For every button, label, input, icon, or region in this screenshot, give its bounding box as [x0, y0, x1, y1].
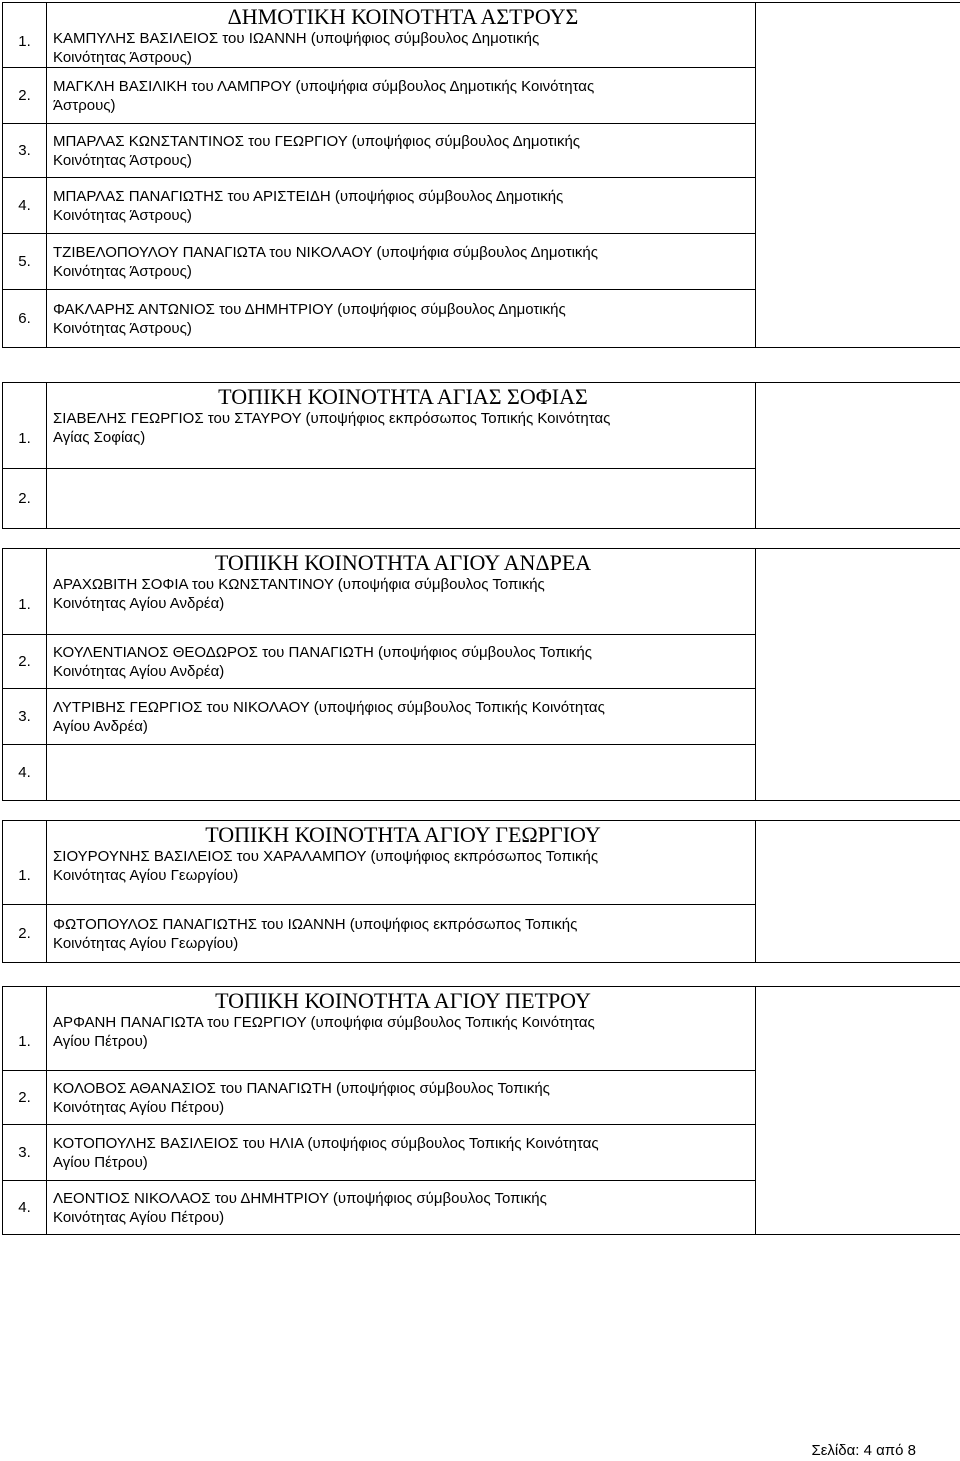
candidate-line2: Κοινότητας Αγίου Γεωργίου) — [53, 867, 239, 884]
candidate-line2: Αγίου Πέτρου) — [53, 1153, 148, 1171]
row-number: 2. — [3, 1071, 47, 1125]
candidate-line1: ΚΟΤΟΠΟΥΛΗΣ ΒΑΣΙΛΕΙΟΣ του ΗΛΙΑ (υποψήφιος σύμβουλος Τοπικής Κοινότητας — [53, 1134, 599, 1152]
extra-column — [756, 987, 960, 1235]
candidate-line1: ΦΑΚΛΑΡΗΣ ΑΝΤΩΝΙΟΣ του ΔΗΜΗΤΡΙΟΥ (υποψήφιος σύμβουλος Δημοτικής — [53, 300, 566, 318]
candidate-line2: Κοινότητας Αγίου Πέτρου) — [53, 1208, 225, 1226]
candidate-entry — [47, 68, 756, 124]
candidate-entry — [47, 905, 756, 963]
row-number: 5. — [3, 234, 47, 290]
row-number: 1. — [3, 987, 47, 1071]
row-number: 3. — [3, 124, 47, 178]
row-number: 4. — [3, 745, 47, 801]
candidate-line1: ΚΟΛΟΒΟΣ ΑΘΑΝΑΣΙΟΣ του ΠΑΝΑΓΙΩΤΗ (υποψήφιος σύμβουλος Τοπικής — [53, 1079, 550, 1097]
candidate-entry — [47, 124, 756, 178]
candidate-entry — [47, 290, 756, 348]
candidate-entry — [47, 1181, 756, 1235]
candidate-entry — [47, 987, 756, 1071]
candidate-line2: Αγίου Πέτρου) — [53, 1033, 148, 1050]
section-heading: ΤΟΠΙΚΗ ΚΟΙΝΟΤΗΤΑ ΑΓΙΟΥ ΑΝΔΡΕΑ — [214, 550, 592, 575]
section-heading: ΔΗΜΟΤΙΚΗ ΚΟΙΝΟΤΗΤΑ ΑΣΤΡΟΥΣ — [227, 4, 579, 29]
candidate-entry — [47, 1071, 756, 1125]
section-agios-andreas — [2, 548, 960, 801]
candidate-line1: ΦΩΤΟΠΟΥΛΟΣ ΠΑΝΑΓΙΩΤΗΣ του ΙΩΑΝΝΗ (υποψήφιος εκπρόσωπος Τοπικής — [53, 915, 578, 933]
row-number: 6. — [3, 290, 47, 348]
candidate-entry — [47, 549, 756, 635]
candidate-entry — [47, 178, 756, 234]
candidate-line2: Κοινότητας Άστρους) — [53, 49, 192, 66]
candidate-line1: ΤΖΙΒΕΛΟΠΟΥΛΟΥ ΠΑΝΑΓΙΩΤΑ του ΝΙΚΟΛΑΟΥ (υποψήφια σύμβουλος Δημοτικής — [53, 243, 598, 261]
candidate-entry — [47, 635, 756, 689]
section-agia-sofia — [2, 382, 960, 529]
row-number: 2. — [3, 905, 47, 963]
candidate-line1: ΣΙΟΥΡΟΥΝΗΣ ΒΑΣΙΛΕΙΟΣ του ΧΑΡΑΛΑΜΠΟΥ (υποψήφιος εκπρόσωπος Τοπικής — [53, 848, 599, 865]
candidate-entry — [47, 234, 756, 290]
candidate-entry — [47, 689, 756, 745]
row-number: 2. — [3, 635, 47, 689]
section-heading: ΤΟΠΙΚΗ ΚΟΙΝΟΤΗΤΑ ΑΓΙΟΥ ΓΕΩΡΓΙΟΥ — [205, 822, 601, 847]
row-number: 2. — [3, 469, 47, 529]
candidate-line2: Κοινότητας Αγίου Πέτρου) — [53, 1098, 225, 1116]
row-number: 1. — [3, 821, 47, 905]
candidate-line1: ΜΠΑΡΛΑΣ ΚΩΝΣΤΑΝΤΙΝΟΣ του ΓΕΩΡΓΙΟΥ (υποψήφιος σύμβουλος Δημοτικής — [53, 132, 581, 150]
section-heading: ΤΟΠΙΚΗ ΚΟΙΝΟΤΗΤΑ ΑΓΙΟΥ ΠΕΤΡΟΥ — [215, 988, 591, 1013]
extra-column — [756, 821, 960, 963]
candidate-entry — [47, 1125, 756, 1181]
extra-column — [756, 549, 960, 801]
section-astros — [2, 2, 960, 348]
row-number: 4. — [3, 1181, 47, 1235]
candidate-entry-empty — [47, 745, 756, 801]
candidate-line2: Κοινότητας Άστρους) — [53, 262, 192, 280]
candidate-line1: ΛΥΤΡΙΒΗΣ ΓΕΩΡΓΙΟΣ του ΝΙΚΟΛΑΟΥ (υποψήφιος σύμβουλος Τοπικής Κοινότητας — [53, 698, 605, 716]
candidate-line2: Κοινότητας Αγίου Ανδρέα) — [53, 662, 225, 680]
candidate-entry-empty — [47, 469, 756, 529]
candidate-line1: ΑΡΑΧΩΒΙΤΗ ΣΟΦΙΑ του ΚΩΝΣΤΑΝΤΙΝΟΥ (υποψήφια σύμβουλος Τοπικής — [53, 576, 545, 593]
candidate-line2: Αγίου Ανδρέα) — [53, 717, 148, 735]
candidate-line2: Κοινότητας Άστρους) — [53, 319, 192, 337]
candidate-line2: Αγίας Σοφίας) — [53, 429, 146, 446]
candidate-entry — [47, 383, 756, 469]
row-number: 1. — [3, 383, 47, 469]
section-heading: ΤΟΠΙΚΗ ΚΟΙΝΟΤΗΤΑ ΑΓΙΑΣ ΣΟΦΙΑΣ — [218, 384, 588, 409]
row-number: 3. — [3, 1125, 47, 1181]
candidate-line1: ΜΠΑΡΛΑΣ ΠΑΝΑΓΙΩΤΗΣ του ΑΡΙΣΤΕΙΔΗ (υποψήφιος σύμβουλος Δημοτικής — [53, 187, 564, 205]
candidate-line1: ΣΙΑΒΕΛΗΣ ΓΕΩΡΓΙΟΣ του ΣΤΑΥΡΟΥ (υποψήφιος εκπρόσωπος Τοπικής Κοινότητας — [53, 410, 611, 427]
candidate-line1: ΜΑΓΚΛΗ ΒΑΣΙΛΙΚΗ του ΛΑΜΠΡΟΥ (υποψήφια σύμβουλος Δημοτικής Κοινότητας — [53, 77, 595, 95]
candidate-entry — [47, 821, 756, 905]
candidate-line2: Κοινότητας Άστρους) — [53, 206, 192, 224]
row-number: 2. — [3, 68, 47, 124]
row-number: 4. — [3, 178, 47, 234]
row-number: 1. — [3, 3, 47, 68]
row-number: 1. — [3, 549, 47, 635]
candidate-line2: Άστρους) — [53, 96, 116, 114]
candidate-line1: ΑΡΦΑΝΗ ΠΑΝΑΓΙΩΤΑ του ΓΕΩΡΓΙΟΥ (υποψήφια σύμβουλος Τοπικής Κοινότητας — [53, 1014, 595, 1031]
row-number: 3. — [3, 689, 47, 745]
candidate-line1: ΚΟΥΛΕΝΤΙΑΝΟΣ ΘΕΟΔΩΡΟΣ του ΠΑΝΑΓΙΩΤΗ (υποψήφιος σύμβουλος Τοπικής — [53, 643, 592, 661]
section-agios-georgios — [2, 820, 960, 963]
candidate-line2: Κοινότητας Αγίου Γεωργίου) — [53, 934, 239, 952]
candidate-line2: Κοινότητας Αγίου Ανδρέα) — [53, 595, 225, 612]
candidate-line1: ΚΑΜΠΥΛΗΣ ΒΑΣΙΛΕΙΟΣ του ΙΩΑΝΝΗ (υποψήφιος σύμβουλος Δημοτικής — [53, 30, 540, 47]
page-number: Σελίδα: 4 από 8 — [811, 1442, 916, 1459]
section-agios-petros — [2, 986, 960, 1235]
candidate-line2: Κοινότητας Άστρους) — [53, 151, 192, 169]
extra-column — [756, 3, 960, 348]
candidate-entry — [47, 3, 756, 68]
extra-column — [756, 383, 960, 529]
candidate-line1: ΛΕΟΝΤΙΟΣ ΝΙΚΟΛΑΟΣ του ΔΗΜΗΤΡΙΟΥ (υποψήφιος σύμβουλος Τοπικής — [53, 1189, 547, 1207]
